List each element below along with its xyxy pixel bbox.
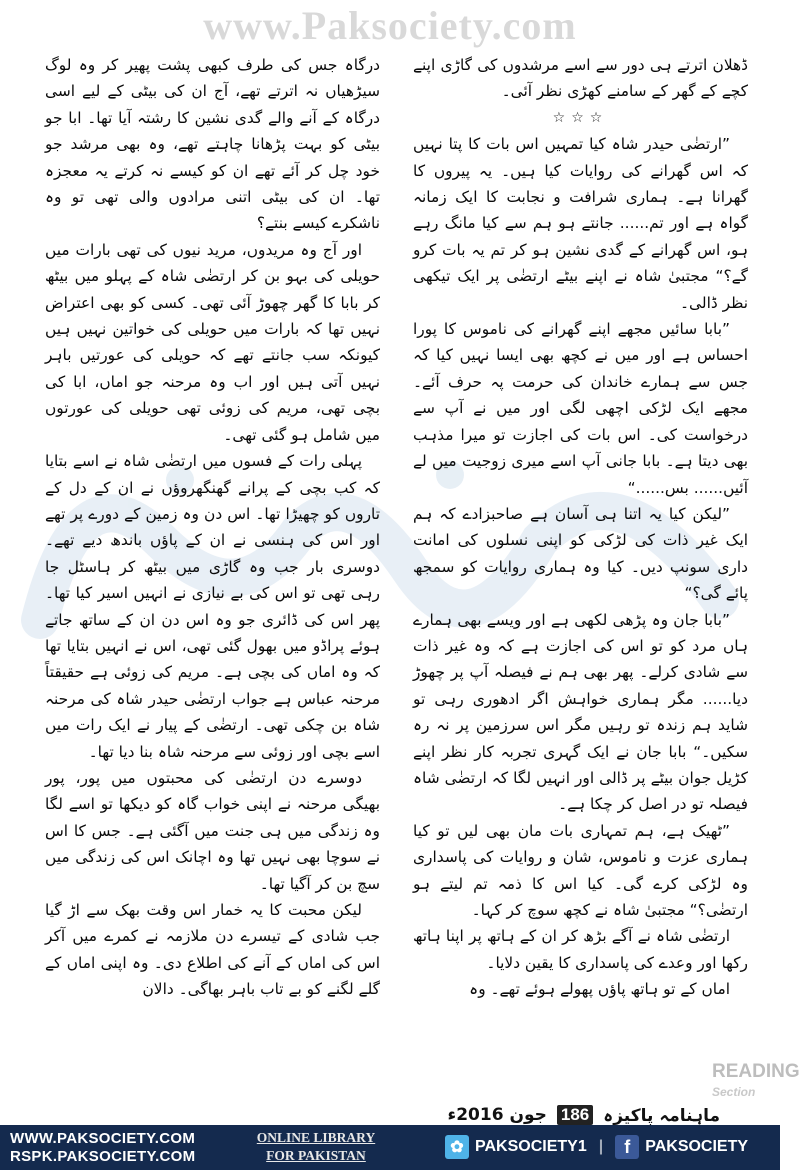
site-links [10,1130,195,1166]
paragraph: ”لیکن کیا یہ اتنا ہی آسان ہے صاحبزادے کہ ہم ایک غیر ذات کی لڑکی کو اپنی نسلوں کی امانت داری سونپ دیں۔ کیا وہ ہماری روایات کو سمجھ پائے گی؟“ [413,504,748,603]
paragraph: ”ٹھیک ہے، ہم تمہاری بات مان بھی لیں تو کیا ہماری عزت و ناموس، شان و روایات کی پاسداری وہ لڑکی کرے گی۔ کیا اس کا ذمہ تم لیتے ہو ارتضٰی؟“ مجتبیٰ شاہ نے کچھ سوچ کر کہا۔ [413,821,748,919]
site-link-primary[interactable]: WWW.PAKSOCIETY.COM [10,1130,196,1147]
divider: | [598,1138,604,1155]
paragraph: ”ارتضٰی حیدر شاہ کیا تمہیں اس بات کا پتا نہیں کہ اس گھرانے کی روایات کیا ہیں۔ یہ پیروں کا گھرانا ہے۔ ہماری شرافت و نجابت کا ایک زمانہ گواہ ہے اور تم...... جانتے ہو ہم سے کیا مانگ رہے ہو، اس گھرانے کے گدی نشین ہو کر تم یہ بات کرو گے؟“ مجتبیٰ شاہ نے اپنے بیٹے ارتضٰی پر ایک تیکھی نظر ڈالی۔ [413,135,748,312]
social-links [445,1135,748,1159]
paragraph: ڈھلان اترتے ہی دور سے اسے مرشدوں کی گاڑی اپنے کچے کے گھر کے سامنے کھڑی نظر آئی۔ [413,56,748,101]
reading-logo-text: READING [712,1061,800,1082]
paragraph: لیکن محبت کا یہ خمار اس وقت بھک سے اڑ گیا جب شادی کے تیسرے دن ملازمہ نے کمرے میں آکر اس کی اماں کے آنے کی اطلاع دی۔ وہ اپنی اماں کے گلے لگنے کو بے تاب باہر بھاگی۔ دالان [45,901,380,999]
paragraph: اماں کے تو ہاتھ پاؤں پھولے ہوئے تھے۔ وہ [469,980,730,999]
header-watermark: www.Paksociety.com [203,3,577,48]
section-divider-stars: ☆☆☆ [552,109,609,126]
paragraph: اور آج وہ مریدوں، مرید نیوں کی تھی بارات میں حویلی کی بہو بن کر ارتضٰی شاہ کے پہلو میں بیٹھ کر بابا کا گھر چھوڑ آئی تھی۔ کسی کو بھی اعتراض نہیں تھا کہ بارات میں حویلی کی خواتین نہیں ہیں کیونکہ سب جانتے تھے کہ حویلی کی عورتیں باہر نہیں آتی ہیں اور اب وہ مرحنہ جو اماں، ابا کی بچی تھی، مریم کی زوئی تھی حویلی کی عورتوں میں شامل ہو گئی تھی۔ [45,240,380,444]
reading-section-logo [712,1061,800,1102]
paragraph: دوسرے دن ارتضٰی کی محبتوں میں پور، پور بھیگی مرحنہ نے اپنی خواب گاہ کو دیکھا تو اسے لگا وہ زندگی میں ہی جنت میں آگئی ہے۔ جس کا اس نے سوچا بھی نہیں تھا وہ اچانک اس کی زندگی میں سچ بن کر آگیا تھا۔ [45,768,380,893]
paragraph: ”بابا جان وہ پڑھی لکھی ہے اور ویسے بھی ہمارے ہاں مرد کو تو اس کی اجازت ہے کہ وہ غیر ذات سے شادی کرلے۔ پھر بھی ہم نے فیصلہ آپ پر چھوڑ دیا...... مگر ہماری خواہش اگر ادھوری رہی تو شاید ہم زندہ تو رہیں مگر اس سرزمین پر نہ رہ سکیں۔“ بابا جان نے ایک گہری تجربہ کار نظر اپنے کڑیل جوان بیٹے پر ڈالی اور انہیں لگا کہ ارتضٰی شاہ فیصلہ تو در اصل کر چکا ہے۔ [413,610,748,814]
reading-logo-subtext: Section [712,1085,756,1099]
online-library-line1: ONLINE LIBRARY [256,1130,376,1145]
issue-date: جون 2016ء [447,1105,547,1125]
paragraph: ارتضٰی شاہ نے آگے بڑھ کر ان کے ہاتھ پر اپنا ہاتھ رکھا اور وعدے کی پاسداری کا یقین دلایا۔ [413,927,748,972]
article-column-left [45,52,380,1003]
paragraph: پہلی رات کے فسوں میں ارتضٰی شاہ نے اسے بتایا کہ کب بچی کے پرانے گھنگھروؤں نے ان کے دل کے تاروں کو چھیڑا تھا۔ اس دن وہ زمین کے دورے پر تھے اور اس کی ہنسی نے ان کے پاؤں باندھ دیے تھے۔ دوسری بار جب وہ گاڑی میں بیٹھ کر ہاسٹل جا رہی تھی تو اس کی بے نیازی نے انہیں اسیر کیا تھا۔ پھر اس کی ڈائری جو وہ اس دن ان کے ساتھ جاتے ہوئے پراڈو میں بھول گئی تھی، اس نے انہیں بتایا تھا کہ وہ اماں کی بچی ہے۔ مریم کی زوئی ہے حقیقتاً مرحنہ عباس ہے جواب ارتضٰی حیدر شاہ کی مرحنہ شاہ بن چکی تھی۔ ارتضٰی کے پیار نے ایک رات میں اسے بچی اور زوئی سے مرحنہ شاہ بنا دیا تھا۔ [45,452,380,761]
online-library-label [238,1129,394,1165]
facebook-handle[interactable]: PAKSOCIETY [645,1138,749,1155]
site-link-secondary[interactable]: RSPK.PAKSOCIETY.COM [10,1148,196,1165]
twitter-icon: ✿ [445,1135,469,1159]
article-column-right [413,52,748,1003]
page-number: 186 [557,1105,593,1125]
paragraph: ”بابا سائیں مجھے اپنے گھرانے کی ناموس کا پورا احساس ہے اور میں نے کچھ بھی ایسا نہیں کیا کہ جس سے ہمارے خاندان کی حرمت پہ حرف آئے۔ مجھے ایک لڑکی اچھی لگی اور میں نے آپ سے درخواست کی۔ اس بات کی اجازت تو میرا مذہب بھی دیتا ہے۔ بابا جانی آپ اسے میری زوجیت میں لے آئیں...... بس......“ [413,320,748,497]
magazine-name: ماہنامہ پاکیزہ [603,1105,720,1126]
site-footer-bar [0,1125,780,1170]
facebook-icon: f [615,1135,639,1159]
online-library-line2: FOR PAKISTAN [266,1148,366,1163]
twitter-handle[interactable]: PAKSOCIETY1 [475,1138,587,1155]
paragraph: درگاہ جس کی طرف کبھی پشت پھیر کر وہ لوگ سیڑھیاں نہ اترتے تھے، آج ان کی بیٹی کے لیے اسی درگاہ کے آنے والے گدی نشین کا رشتہ آیا تھا۔ ابا جو بیٹی کو بہت پڑھانا چاہتے تھے، وہ بھی مرشد جو خود چل کر آئے تھے ان کو کیسے نہ کرتے یہ معجزہ تھا۔ ان کی بیٹی اتنی مرادوں والی تھی تو وہ ناشکرے کیسے بنتے؟ [45,56,380,233]
